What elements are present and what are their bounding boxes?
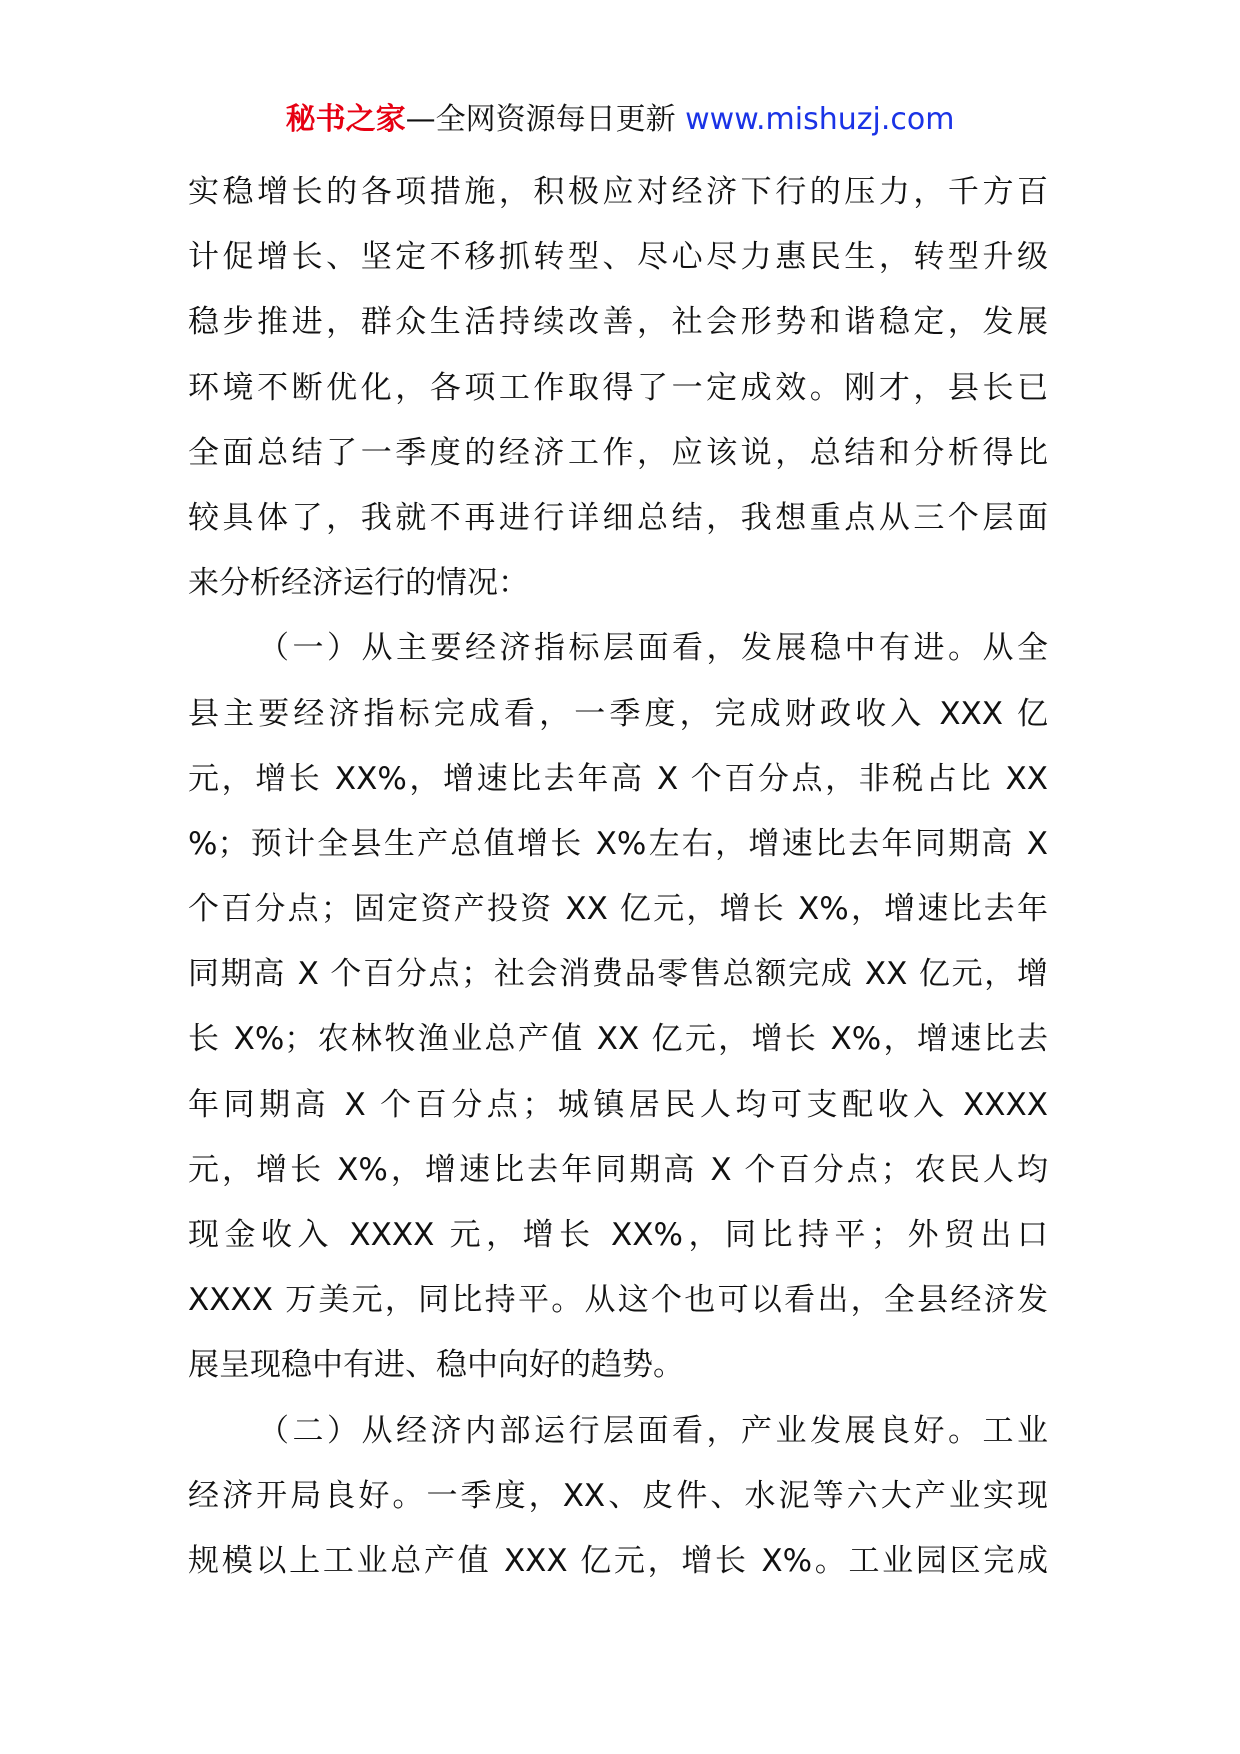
site-tagline: —全网资源每日更新 <box>405 102 676 137</box>
text-line: 同期高 X 个百分点；社会消费品零售总额完成 XX 亿元，增 <box>188 956 1048 993</box>
site-url-link[interactable]: www.mishuzj.com <box>685 102 955 137</box>
text-line: %；预计全县生产总值增长 X%左右，增速比去年同期高 X <box>188 825 1048 862</box>
text-line: 经济开局良好。一季度，XX、皮件、水泥等六大产业实现 <box>188 1477 1048 1514</box>
text-line: 来分析经济运行的情况： <box>188 565 529 602</box>
text-line: 元，增长 XX%，增速比去年高 X 个百分点，非税占比 XX <box>188 760 1048 797</box>
text-line: 县主要经济指标完成看，一季度，完成财政收入 XXX 亿 <box>188 695 1048 732</box>
text-line: XXXX 万美元，同比持平。从这个也可以看出，全县经济发 <box>188 1282 1048 1319</box>
text-line: 稳步推进，群众生活持续改善，社会形势和谐稳定，发展 <box>188 304 1048 341</box>
text-line: 实稳增长的各项措施，积极应对经济下行的压力，千方百 <box>188 174 1048 210</box>
section-heading-line: （一）从主要经济指标层面看，发展稳中有进。从全 <box>258 630 1048 667</box>
text-line: 展呈现稳中有进、稳中向好的趋势。 <box>188 1347 684 1384</box>
text-line: 计促增长、坚定不移抓转型、尽心尽力惠民生，转型升级 <box>188 239 1048 276</box>
section-heading-line: （二）从经济内部运行层面看，产业发展良好。工业 <box>258 1412 1048 1449</box>
text-line: 年同期高 X 个百分点；城镇居民人均可支配收入 XXXX <box>188 1086 1048 1123</box>
text-line: 较具体了，我就不再进行详细总结，我想重点从三个层面 <box>188 499 1048 536</box>
text-line: 现金收入 XXXX 元，增长 XX%，同比持平；外贸出口 <box>188 1217 1048 1253</box>
document-body <box>188 160 1048 1594</box>
text-line: 元，增长 X%，增速比去年同期高 X 个百分点；农民人均 <box>188 1151 1048 1188</box>
text-line: 环境不断优化，各项工作取得了一定成效。刚才，县长已 <box>188 369 1048 406</box>
site-brand: 秘书之家 <box>285 102 406 137</box>
text-line: 个百分点；固定资产投资 XX 亿元，增长 X%，增速比去年 <box>188 891 1048 928</box>
text-line: 规模以上工业总产值 XXX 亿元，增长 X%。工业园区完成 <box>188 1542 1048 1579</box>
site-header <box>0 100 1240 140</box>
text-line: 长 X%；农林牧渔业总产值 XX 亿元，增长 X%，增速比去 <box>188 1021 1048 1058</box>
text-line: 全面总结了一季度的经济工作，应该说，总结和分析得比 <box>188 434 1048 471</box>
